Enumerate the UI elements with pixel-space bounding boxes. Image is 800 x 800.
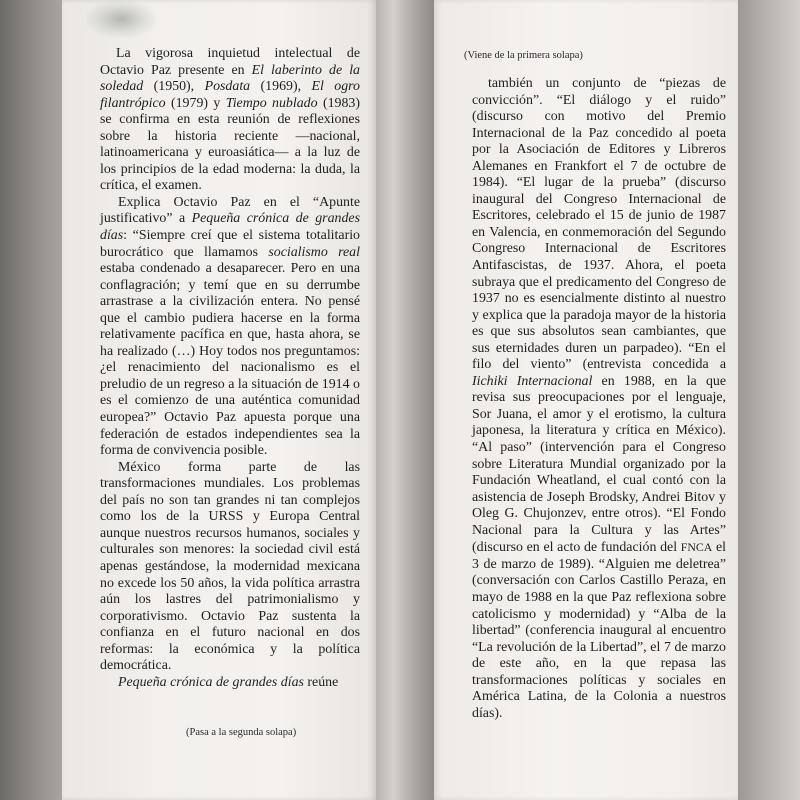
paragraph xyxy=(100,46,360,195)
background-right-edge xyxy=(738,0,800,800)
paragraph xyxy=(100,195,360,460)
text-run: La vigorosa inquietud intelectual de Octavio Paz presente en xyxy=(100,46,360,78)
back-flap xyxy=(434,0,738,800)
text-run: también un conjunto de “piezas de convicción”. “El diálogo y el ruido” (discurso con motivo del Premio Internacional de la Paz concedido al poeta por la Asociación de Editores y Libreros Alemanes en Frankfort el 7 de octubre de 1984). “El lugar de la prueba” (discurso inaugural del Congreso Internacional de Escritores, celebrado el 15 de junio de 1987 en Valencia, en conmemoración del Segundo Congreso Internacional de Escritores Antifascistas, de 1937. Ahora, el poeta subraya que el predicamento del Congreso de 1937 no es esencialmente distinto al nuestro y explica que la paradoja mayor de la historia es que sus absolutos sean cambiantes, que sus eternidades duren un parpadeo). “En el filo del viento” (entrevista concedida a xyxy=(472,76,726,373)
paragraph xyxy=(100,675,360,692)
text-run: : “Siempre creí que el sistema totalitario burocrático que llamamos xyxy=(100,228,360,260)
text-run: en 1988, en la que revisa sus preocupaciones por el lenguaje, Sor Juana, el amor y el erotismo, la cultura japonesa, la literatura y crítica en México). “Al paso” (intervención para el Congreso sobre Literatura Mundial organizado por la Fundación Wheatland, el cual contó con la asistencia de Joseph Brodsky, Andrei Bitov y Oleg G. Chujonzev, entre otros). “El Fondo Nacional para la Cultura y las Artes” (discurso en el acto de fundación del xyxy=(472,373,726,556)
front-flap xyxy=(62,0,376,800)
text-run: reúne xyxy=(303,674,339,690)
italic-title: socialismo real xyxy=(268,244,360,260)
front-flap-text xyxy=(62,0,376,691)
text-run: estaba condenado a desaparecer. Pero en una conflagración; y temí que en su derrumbe arrastrase a la civilización entera. No pensé que el cambio pudiera hacerse en la forma relativamente pacífica en que, hasta ahora, se ha realizado (…) Hoy todos nos preguntamos: ¿el renacimiento del nacionalismo es el preludio de un regreso a la situación de 1914 o es el comienzo de una auténtica comunidad europea?” Octavio Paz apuesta porque una federación de estados independientes sea la forma de convivencia posible. xyxy=(100,261,360,459)
italic-title: Posdata xyxy=(204,79,251,95)
background-left-edge xyxy=(0,0,62,800)
italic-title: El laberinto de la soledad xyxy=(100,62,360,95)
italic-title: Pequeña crónica de grandes días xyxy=(118,674,304,690)
paragraph xyxy=(100,460,360,675)
text-run: (1983) se confirma en esta reunión de reflexiones sobre la historia reciente —nacional, latinoamericana y euroasiática— a la luz de los principios de la edad moderna: la duda, la crítica, el examen. xyxy=(100,95,360,194)
text-run: (1969), xyxy=(250,79,312,95)
text-run: México forma parte de las transformaciones mundiales. Los problemas del país no son tan grandes ni tan complejos como los de la URSS y Europa Central aunque nuestros recursos humanos, sociales y culturales son menores: la sociedad civil está apenas gestándose, la modernidad mexicana no excede los 50 años, la vida política arrastra aún los lastres del patrimonialismo y corporativismo. Octavio Paz sustenta la confianza en el futuro nacional en dos reformas: la económica y la política democrática. xyxy=(100,459,360,674)
continued-note: (Pasa a la segunda solapa) xyxy=(186,727,297,738)
text-run: Explica Octavio Paz en el “Apunte justificativo” a xyxy=(100,194,360,227)
text-run: FNCA xyxy=(680,540,713,555)
text-run: (1979) y xyxy=(165,95,226,111)
paragraph xyxy=(472,76,726,722)
italic-title: Pequeña crónica de grandes días xyxy=(100,211,360,244)
continuation-note: (Viene de la primera solapa) xyxy=(464,50,583,61)
back-flap-text xyxy=(434,0,738,722)
text-run: el 3 de marzo de 1989). “Alguien me deletrea” (conversación con Carlos Castillo Peraza, en mayo de 1988 en la que Paz reflexiona sobre catolicismo y modernidad) y “Alba de la libertad” (conferencia inaugural al encuentro “La revolución de la Libertad”, el 7 de marzo de este año, en la que repasa las transformaciones políticas y sociales en América Latina, de la Colonia a nuestros días). xyxy=(472,540,726,721)
background-gap xyxy=(376,0,434,800)
text-run: (1950), xyxy=(143,79,205,95)
italic-title: El ogro filantrópico xyxy=(100,79,361,111)
italic-title: Tiempo nublado xyxy=(225,95,318,111)
italic-title: Iichiki Internacional xyxy=(472,373,593,389)
